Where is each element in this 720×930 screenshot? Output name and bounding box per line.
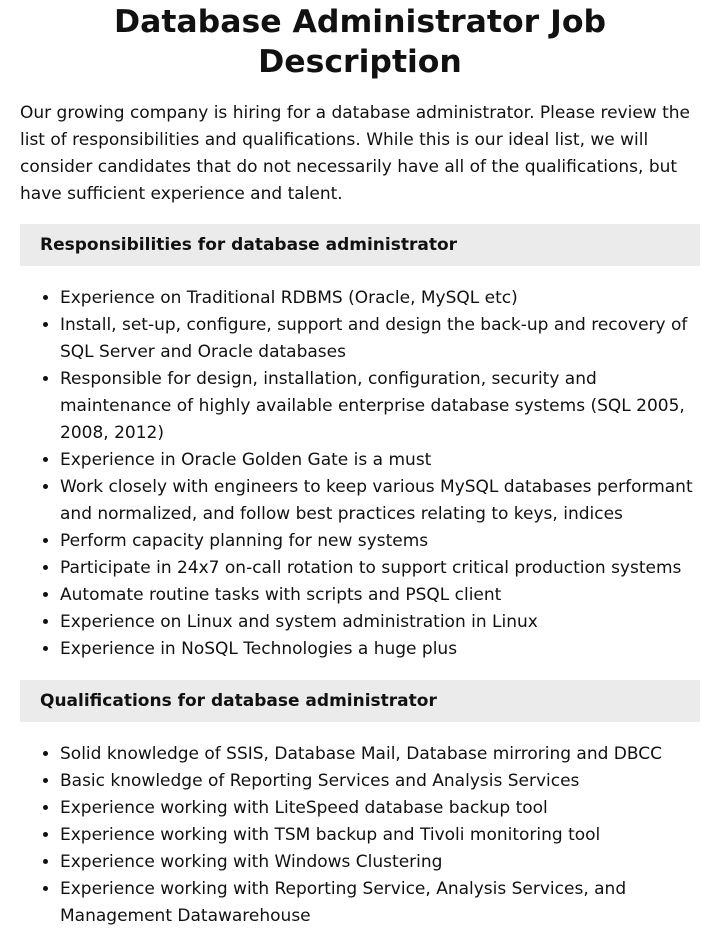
qualifications-header: [20, 680, 700, 722]
list-item: • Responsible for design, installation, configuration, security and maintenance of highly available enterprise database systems (SQL 2005, 2008, 2012): [60, 366, 696, 447]
list-item: • Perform capacity planning for new systems: [60, 528, 696, 555]
list-item: • Participate in 24x7 on-call rotation to support critical production systems: [60, 555, 696, 582]
list-item: • Work closely with engineers to keep various MySQL databases performant and normalized, and follow best practices relating to keys, indices: [60, 474, 696, 528]
list-item: • Install, set-up, configure, support and design the back-up and recovery of SQL Server and Oracle databases: [60, 312, 696, 366]
list-item: • Experience on Traditional RDBMS (Oracle, MySQL etc): [60, 285, 696, 312]
responsibilities-heading: Responsibilities for database administrator: [40, 235, 458, 255]
list-item: • Automate routine tasks with scripts and PSQL client: [60, 582, 696, 609]
qualifications-list: [20, 741, 700, 930]
responsibilities-header: [20, 224, 700, 266]
list-item: • Experience working with TSM backup and Tivoli monitoring tool: [60, 822, 696, 849]
list-item: • Basic knowledge of Reporting Services and Analysis Services: [60, 768, 696, 795]
list-item: • Experience working with LiteSpeed database backup tool: [60, 795, 696, 822]
list-item: • Experience working with Windows Clustering: [60, 849, 696, 876]
qualifications-heading: Qualifications for database administrator: [40, 691, 437, 711]
list-item: • Solid knowledge of SSIS, Database Mail, Database mirroring and DBCC: [60, 741, 696, 768]
list-item: • Experience working with Reporting Service, Analysis Services, and Management Datawarehouse: [60, 876, 696, 930]
list-item: • Experience in Oracle Golden Gate is a must: [60, 447, 696, 474]
page-title: Database Administrator Job Description: [113, 4, 607, 80]
responsibilities-list: [20, 285, 700, 663]
list-item: • Experience on Linux and system administration in Linux: [60, 609, 696, 636]
list-item: • Experience in NoSQL Technologies a huge plus: [60, 636, 696, 663]
intro-paragraph: Our growing company is hiring for a database administrator. Please review the list of responsibilities and qualifications. While this is our ideal list, we will consider candidates that do not necessarily have all of the qualifications, but have sufficient experience and talent.: [20, 103, 691, 204]
